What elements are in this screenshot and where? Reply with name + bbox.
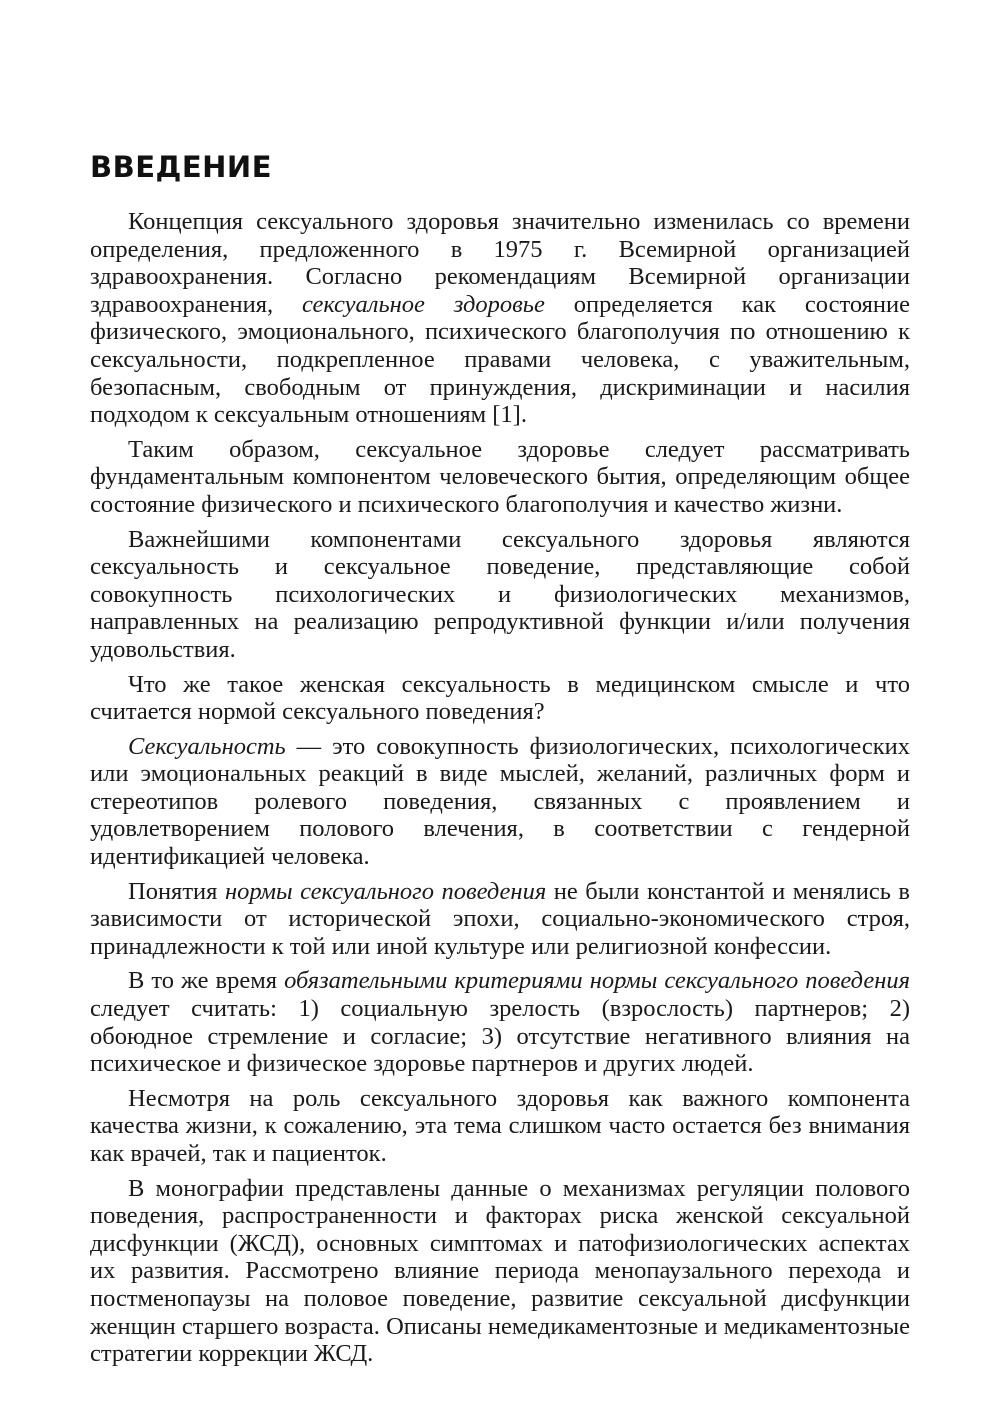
paragraph bbox=[90, 1175, 910, 1368]
italic-term: обязательными критериями нормы сексуального поведения bbox=[284, 967, 911, 995]
text-run: Несмотря на роль сексуального здоровья как важного компонента качества жизни, к сожалению, эта тема слишком часто остается без внимания как врачей, так и пациенток. bbox=[90, 1084, 910, 1167]
text-run: следует считать: 1) социальную зрелость (взрослость) партнеров; 2) обоюдное стремление и согласие; 3) отсутствие негативного влияния на психическое и физическое здоровье партнеров и других людей. bbox=[90, 995, 910, 1078]
text-run: не были константой и менялись в зависимости от исторической эпохи, социально-экономического строя, принадлежности к той или иной культуре или религиозной конфессии. bbox=[90, 877, 910, 960]
text-run: — это совокупность физиологических, психологических или эмоциональных реакций в виде мыслей, желаний, различных форм и стереотипов ролевого поведения, связанных с проявлением и удовлетворением полового влечения, в соответствии с гендерной идентификацией человека. bbox=[90, 732, 910, 871]
text-run: Что же такое женская сексуальность в медицинском смысле и что считается нормой сексуального поведения? bbox=[90, 670, 910, 726]
italic-term: нормы сексуального поведения bbox=[224, 877, 547, 905]
italic-term: Сексуальность bbox=[128, 732, 286, 760]
text-run: Таким образом, сексуальное здоровье следует рассматривать фундаментальным компонентом человеческого бытия, определяющим общее состояние физического и психического благополучия и качество жизни. bbox=[90, 435, 910, 518]
text-run: Концепция сексуального здоровья значительно изменилась со времени определения, предложенного в 1975 г. Всемирной организацией здравоохранения. Согласно рекомендациям Всемирной организации здравоохранения, bbox=[90, 208, 910, 318]
paragraph bbox=[90, 436, 910, 519]
text-run: определяется как состояние физического, эмоционального, психического благополучия по отношению к сексуальности, подкрепленное правами человека, с уважительным, безопасным, свободным от принуждения, дискриминации и насилия подходом к сексуальным отношениям [1]. bbox=[90, 290, 911, 429]
text-run: В то же время bbox=[128, 967, 285, 995]
paragraph bbox=[90, 733, 910, 871]
paragraph bbox=[90, 526, 910, 664]
section-heading: ВВЕДЕНИЕ bbox=[90, 150, 273, 184]
italic-term: сексуальное здоровье bbox=[302, 290, 545, 318]
paragraph bbox=[90, 208, 910, 429]
body-text bbox=[90, 208, 910, 1368]
paragraph bbox=[90, 878, 910, 961]
paragraph bbox=[90, 1085, 910, 1168]
paragraph bbox=[90, 671, 910, 726]
text-run: Важнейшими компонентами сексуального здоровья являются сексуальность и сексуальное поведение, представляющие собой совокупность психологических и физиологических механизмов, направленных на реализацию репродуктивной функции и/или получения удовольствия. bbox=[90, 525, 910, 663]
text-run: Понятия bbox=[128, 877, 225, 905]
paragraph bbox=[90, 967, 910, 1077]
text-run: В монографии представлены данные о механизмах регуляции полового поведения, распространенности и факторах риска женской сексуальной дисфункции (ЖСД), основных симптомах и патофизиологических аспектах их развития. Рассмотрено влияние периода менопаузального перехода и постменопаузы на половое поведение, развитие сексуальной дисфункции женщин старшего возраста. Описаны немедикаментозные и медикаментозные стратегии коррекции ЖСД. bbox=[90, 1174, 910, 1368]
